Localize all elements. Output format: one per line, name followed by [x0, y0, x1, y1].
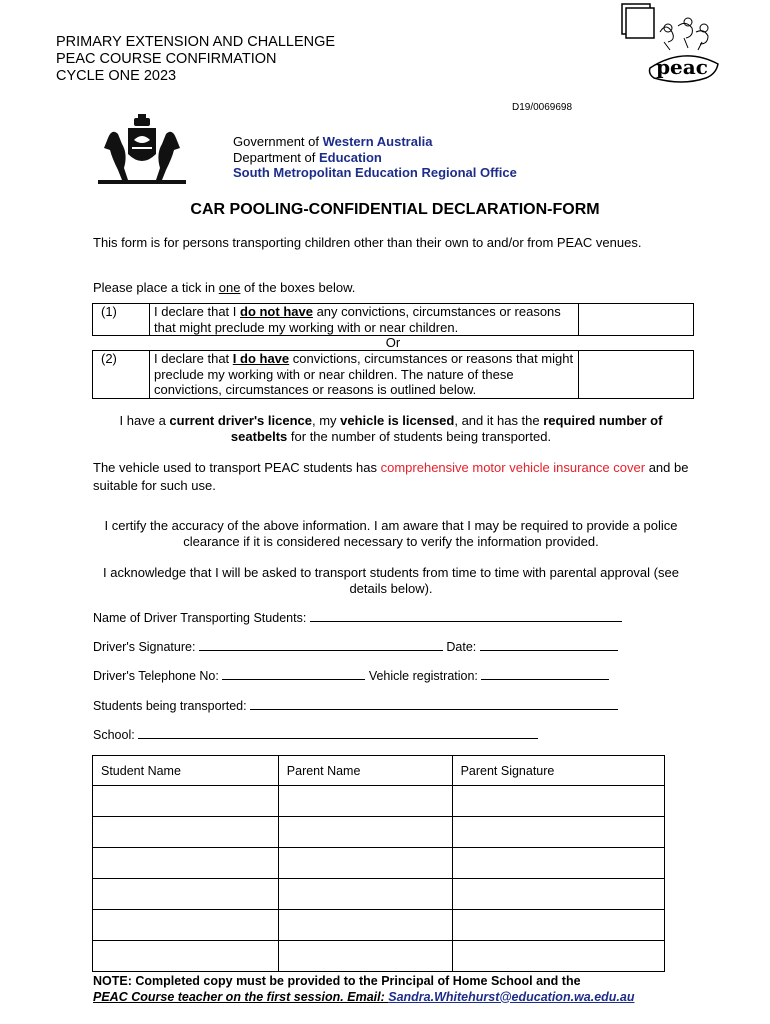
- school-label: School:: [93, 728, 135, 742]
- licence-bold: vehicle is licensed: [340, 413, 455, 428]
- declaration-1-emph: do not have: [240, 304, 313, 319]
- declaration-1-after: any convictions, circumstances or reasons that might preclude my working with or near children.: [154, 304, 561, 335]
- declaration-row-1: [93, 304, 694, 336]
- header-line-2: PEAC COURSE CONFIRMATION: [56, 51, 277, 67]
- parent-signature-cell[interactable]: [452, 941, 664, 972]
- header-block: [56, 34, 335, 85]
- table-row: [93, 879, 665, 910]
- table-row: [93, 848, 665, 879]
- student-name-cell[interactable]: [93, 941, 279, 972]
- header-line-1: PRIMARY EXTENSION AND CHALLENGE: [56, 34, 336, 50]
- student-name-cell[interactable]: [93, 879, 279, 910]
- note-line-2: [93, 990, 634, 1006]
- note-line-1: NOTE: Completed copy must be provided to the Principal of Home School and the: [93, 974, 581, 988]
- licence-text: , and it has the: [454, 413, 544, 428]
- column-header-parent-signature: Parent Signature: [452, 756, 664, 786]
- parent-signature-cell[interactable]: [452, 817, 664, 848]
- peac-logo-icon: [620, 2, 720, 84]
- students-table: [92, 755, 665, 972]
- student-name-cell[interactable]: [93, 817, 279, 848]
- declaration-text: [150, 351, 579, 399]
- telephone-label: Driver's Telephone No:: [93, 669, 219, 683]
- tick-box-2[interactable]: [579, 351, 694, 399]
- telephone-field: [93, 667, 609, 683]
- acknowledge-statement: I acknowledge that I will be asked to transport students from time to time with parental approval (see details below).: [103, 565, 679, 596]
- peac-logo-text: peac: [656, 55, 708, 79]
- document-reference: D19/0069698: [512, 102, 573, 113]
- parent-name-cell[interactable]: [278, 879, 452, 910]
- government-block: [233, 134, 517, 181]
- column-header-student-name: Student Name: [93, 756, 279, 786]
- licence-statement: [100, 413, 682, 445]
- parent-name-cell[interactable]: [278, 910, 452, 941]
- declaration-2-after: convictions, circumstances or reasons that might preclude my working with or near children. The nature of these convictions, circumstances or reasons is outlined below.: [154, 351, 574, 397]
- licence-bold: required number of seatbelts: [230, 413, 663, 444]
- parent-signature-cell[interactable]: [452, 910, 664, 941]
- students-label: Students being transported:: [93, 699, 247, 713]
- declaration-row-2: [93, 351, 694, 399]
- school-line[interactable]: [138, 726, 538, 739]
- table-row: [93, 910, 665, 941]
- header-line-3: CYCLE ONE 2023: [56, 68, 177, 84]
- western-australia-label: Western Australia: [322, 134, 433, 149]
- parent-name-cell[interactable]: [278, 848, 452, 879]
- telephone-line[interactable]: [222, 667, 365, 680]
- education-label: Education: [319, 149, 382, 165]
- tick-instruction-after: of the boxes below.: [240, 280, 356, 295]
- student-name-cell[interactable]: [93, 786, 279, 817]
- school-field: [93, 726, 538, 742]
- student-name-cell[interactable]: [93, 910, 279, 941]
- tick-instruction-before: Please place a tick in: [93, 280, 219, 295]
- driver-signature-field: [93, 638, 618, 654]
- government-line: [233, 134, 517, 150]
- vehicle-registration-label: Vehicle registration:: [368, 669, 478, 683]
- tick-instruction: [93, 280, 355, 296]
- driver-signature-line[interactable]: [199, 638, 443, 651]
- students-field: [93, 697, 618, 713]
- parent-name-cell[interactable]: [278, 786, 452, 817]
- gov-prefix: Government of: [233, 134, 323, 149]
- driver-signature-label: Driver's Signature:: [93, 640, 196, 654]
- intro-text: This form is for persons transporting children other than their own to and/or from PEAC venues.: [93, 235, 642, 250]
- licence-text: for the number of students being transported.: [287, 429, 552, 444]
- note-block: [93, 974, 634, 1005]
- declaration-text: [150, 304, 579, 336]
- tick-box-1[interactable]: [579, 304, 694, 336]
- licence-text: I have a: [119, 413, 170, 428]
- date-label: Date:: [446, 640, 477, 654]
- vehicle-registration-line[interactable]: [481, 667, 609, 680]
- insurance-red: comprehensive motor vehicle insurance cover: [380, 460, 646, 475]
- western-australia-crest-icon: [94, 114, 190, 186]
- licence-bold: current driver's licence: [169, 413, 312, 428]
- parent-signature-cell[interactable]: [452, 786, 664, 817]
- declaration-2-emph: I do have: [232, 351, 290, 366]
- insurance-before: The vehicle used to transport PEAC students has: [93, 460, 381, 475]
- driver-name-line[interactable]: [310, 609, 622, 622]
- students-table-header: [93, 756, 665, 786]
- declaration-1-before: I declare that I: [154, 304, 240, 319]
- parent-signature-cell[interactable]: [452, 879, 664, 910]
- certify-statement: I certify the accuracy of the above information. I am aware that I may be required to provide a police clearance if it is considered necessary to verify the information provided.: [104, 518, 678, 549]
- parent-name-cell[interactable]: [278, 941, 452, 972]
- declaration-table: [92, 303, 694, 399]
- parent-signature-cell[interactable]: [452, 848, 664, 879]
- regional-office-label: South Metropolitan Education Regional Office: [233, 165, 517, 180]
- insurance-after: and be suitable for such use.: [93, 460, 689, 493]
- or-row: [93, 336, 694, 351]
- table-row: [93, 817, 665, 848]
- driver-name-field: [93, 609, 622, 625]
- table-row: [93, 941, 665, 972]
- column-header-parent-name: Parent Name: [278, 756, 452, 786]
- email-link[interactable]: Sandra.Whitehurst@education.wa.edu.au: [388, 989, 635, 1004]
- form-title: CAR POOLING-CONFIDENTIAL DECLARATION-FORM: [190, 201, 600, 218]
- licence-text: , my: [311, 413, 341, 428]
- student-name-cell[interactable]: [93, 848, 279, 879]
- declaration-number: (1): [93, 304, 150, 336]
- department-line: [233, 150, 517, 166]
- insurance-statement: [93, 459, 703, 495]
- dept-prefix: Department of: [233, 149, 319, 165]
- driver-name-label: Name of Driver Transporting Students:: [93, 611, 307, 625]
- table-row: [93, 786, 665, 817]
- or-label: Or: [385, 335, 401, 350]
- declaration-number: (2): [93, 351, 150, 399]
- tick-instruction-one: one: [218, 280, 241, 295]
- parent-name-cell[interactable]: [278, 817, 452, 848]
- note-line-2-text: PEAC Course teacher on the first session. Email:: [93, 989, 389, 1004]
- date-line[interactable]: [480, 638, 618, 651]
- students-line[interactable]: [250, 697, 618, 710]
- declaration-2-before: I declare that: [154, 351, 233, 366]
